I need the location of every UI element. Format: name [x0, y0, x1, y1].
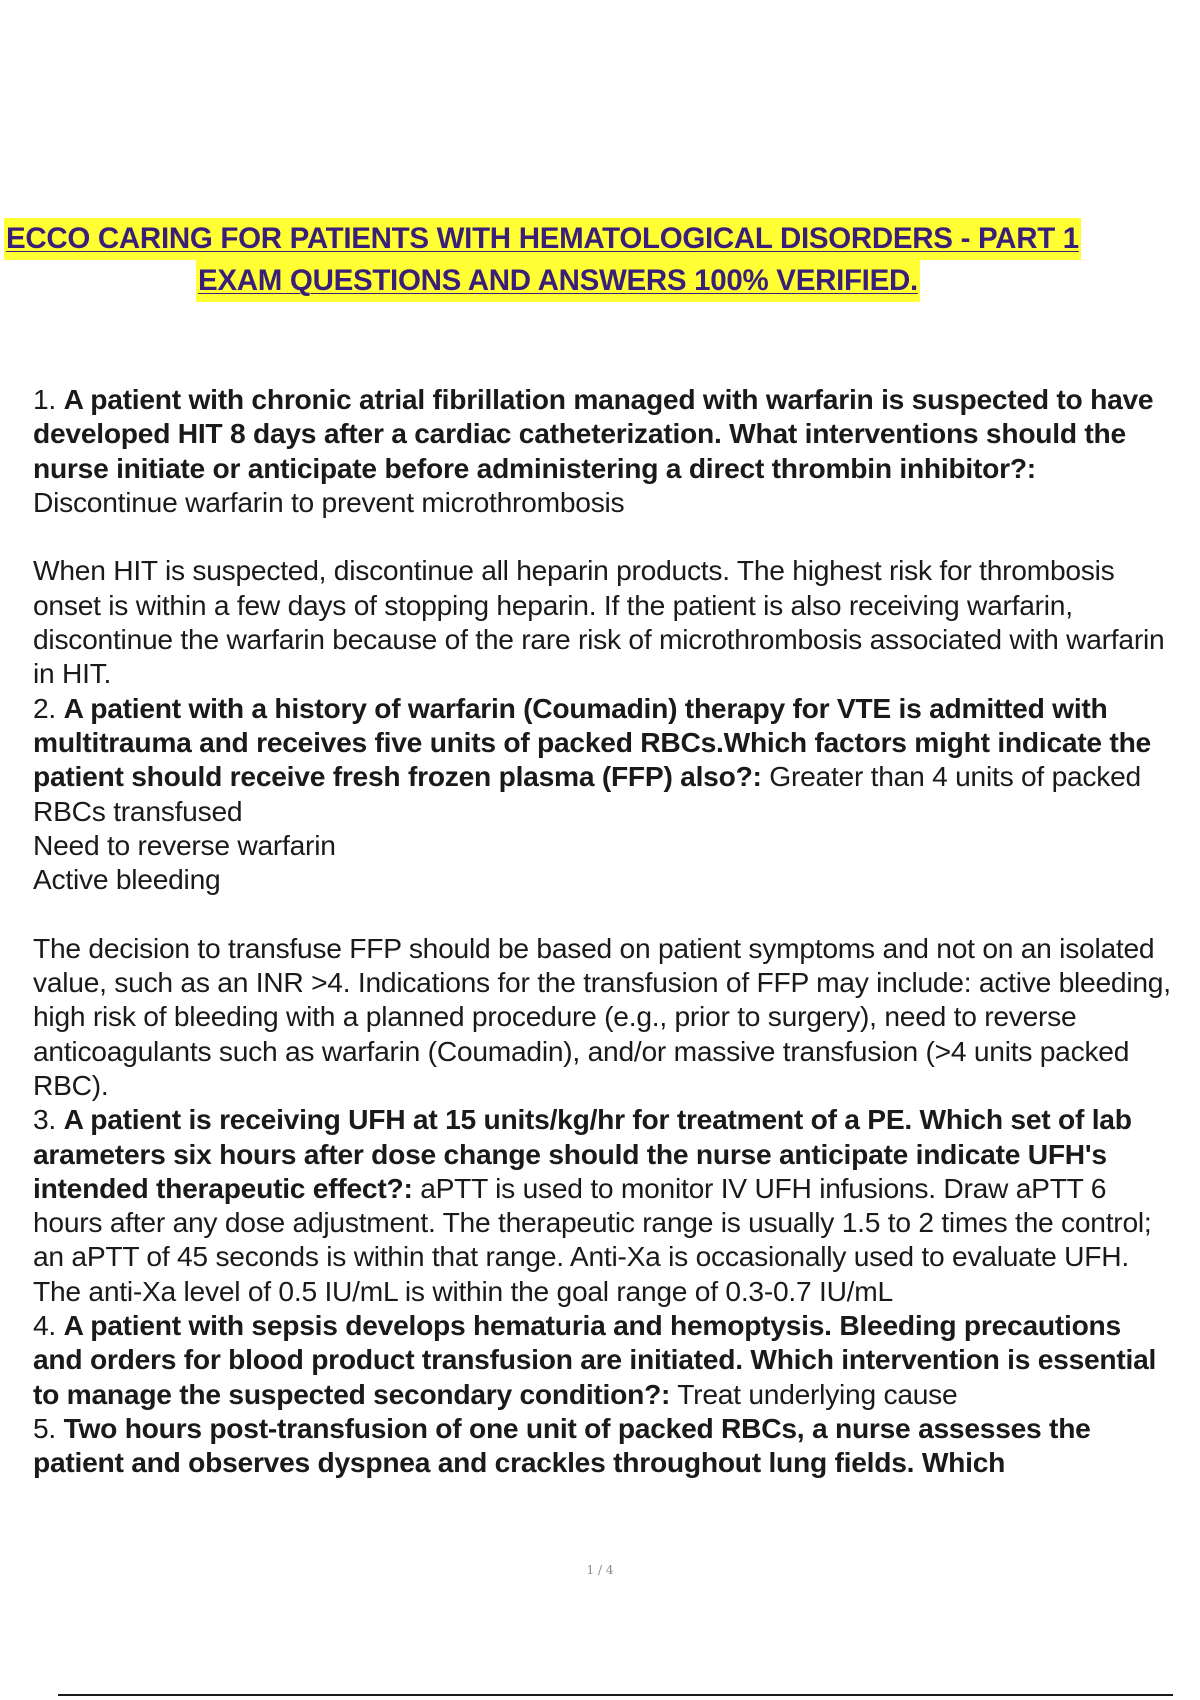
question-text: A patient with chronic atrial fibrillation managed with warfarin is suspected to have developed HIT 8 days after a cardiac catheterization. What interventions should the nurse initiate or anticipate before administering a direct thrombin inhibitor?:: [33, 383, 1154, 484]
question-text: A patient is receiving UFH at 15 units/kg/hr for treatment of a PE. Which set of lab arameters six hours after dose change should the nurse anticipate indicate UFH's intended therapeutic effect?:: [33, 1103, 1132, 1204]
question-item-5: [33, 1411, 1173, 1480]
title-line-2: EXAM QUESTIONS AND ANSWERS 100% VERIFIED.: [196, 260, 920, 302]
question-number: 5.: [33, 1411, 57, 1444]
bottom-divider: [58, 1694, 1173, 1696]
question-item-1: [33, 382, 1173, 519]
answer-text: Greater than 4 units of packed RBCs transfused: [33, 760, 1141, 827]
answer-text: Treat underlying cause: [677, 1377, 958, 1410]
question-item-4: [33, 1308, 1173, 1411]
title-line-1: ECCO CARING FOR PATIENTS WITH HEMATOLOGICAL DISORDERS - PART 1: [4, 218, 1081, 260]
page-indicator: 1 / 4: [586, 1563, 614, 1577]
question-number: 1.: [33, 383, 57, 415]
answer-line: Need to reverse warfarin: [33, 828, 336, 861]
question-number: 4.: [33, 1309, 57, 1342]
explanation-text: When HIT is suspected, discontinue all heparin products. The highest risk for thrombosis onset is within a few days of stopping heparin. If the patient is also receiving warfarin, discontinue the warfarin because of the rare risk of microthrombosis associated with warfarin in HIT.: [33, 554, 1165, 690]
question-text: A patient with sepsis develops hematuria and hemoptysis. Bleeding precautions and orders for blood product transfusion are initiated. Which intervention is essential to manage the suspected secondary condition?:: [33, 1309, 1157, 1410]
question-number: 3.: [33, 1103, 57, 1136]
answer-line: Active bleeding: [33, 863, 221, 896]
answer-text: aPTT is used to monitor IV UFH infusions. Draw aPTT 6 hours after any dose adjustment. The therapeutic range is usually 1.5 to 2 times the control; an aPTT of 45 seconds is within that range. Anti-Xa is occasionally used to evaluate UFH. The anti-Xa level of 0.5 IU/mL is within the goal range of 0.3-0.7 IU/mL: [33, 1171, 1152, 1307]
spacer: [33, 896, 1173, 930]
question-item-2: [33, 691, 1173, 828]
answer-text: Discontinue warfarin to prevent microthrombosis: [33, 485, 625, 518]
spacer: [33, 519, 1173, 553]
question-text: Two hours post-transfusion of one unit of packed RBCs, a nurse assesses the patient and observes dyspnea and crackles throughout lung fields. Which: [33, 1411, 1091, 1479]
question-item-3: [33, 1102, 1173, 1308]
qa-content: [33, 382, 1173, 1480]
question-number: 2.: [33, 691, 57, 724]
question-text: A patient with a history of warfarin (Coumadin) therapy for VTE is admitted with multitrauma and receives five units of packed RBCs.Which factors might indicate the patient should receive fresh frozen plasma (FFP) also?:: [33, 691, 1151, 793]
explanation-text: The decision to transfuse FFP should be based on patient symptoms and not on an isolated value, such as an INR >4. Indications for the transfusion of FFP may include: active bleeding, high risk of bleeding with a planned procedure (e.g., prior to surgery), need to reverse anticoagulants such as warfarin (Coumadin), and/or massive transfusion (>4 units packed RBC).: [33, 931, 1171, 1101]
